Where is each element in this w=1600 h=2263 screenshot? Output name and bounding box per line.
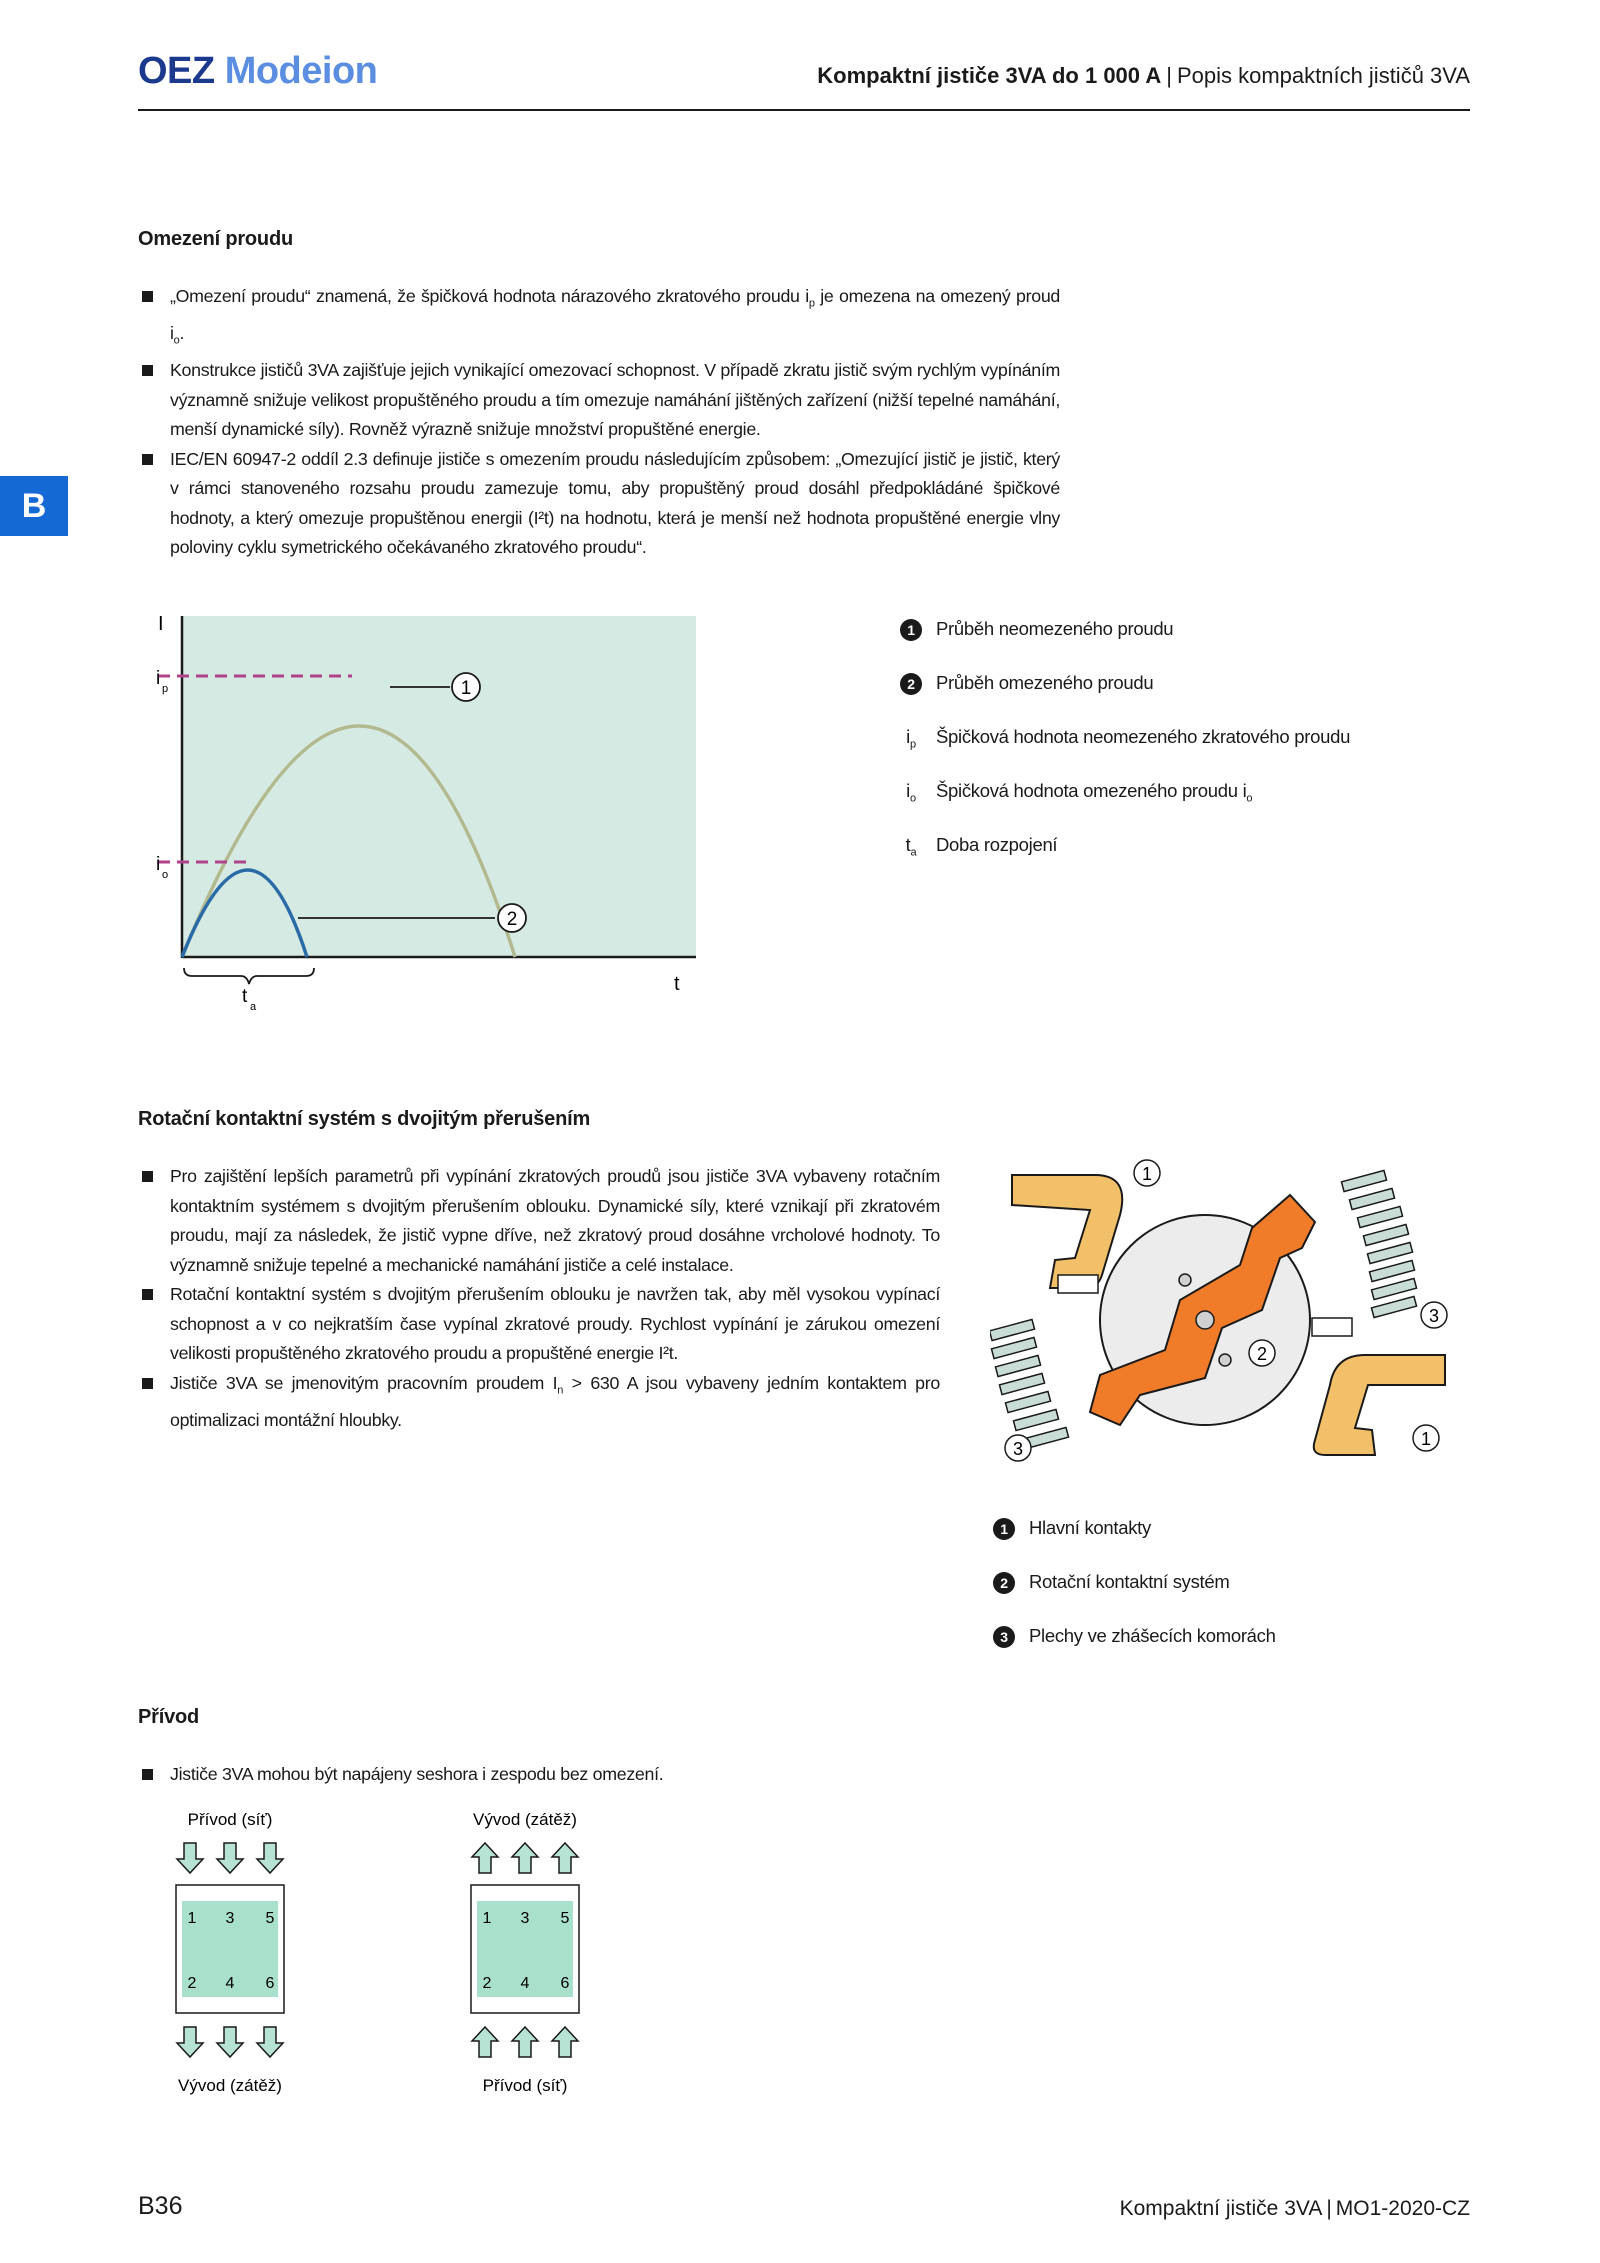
x-axis-label: t — [674, 973, 680, 995]
footer-doc-code: MO1-2020-CZ — [1335, 2197, 1470, 2220]
section-heading-rotary-contact: Rotační kontaktní systém s dvojitým přerušením — [138, 1108, 591, 1130]
rotor-pivot — [1196, 1311, 1214, 1329]
legend-key: 2 — [900, 673, 922, 695]
brand-logo — [138, 50, 377, 93]
legend-item — [900, 672, 1153, 695]
legend-item — [900, 618, 1173, 641]
arc-chute-plates-right — [1341, 1170, 1416, 1317]
io-label: i — [156, 854, 161, 875]
arrow-up-icon — [512, 2027, 538, 2057]
arrow-down-icon — [257, 2027, 283, 2057]
current-limiting-chart — [140, 600, 730, 1020]
legend-symbol: $t_a$ — [905, 834, 917, 859]
legend-text: Doba rozpojení — [936, 834, 1058, 855]
legend-item — [993, 1517, 1151, 1540]
feed-left-top-label: Přívod (síť) — [187, 1810, 273, 1829]
legend-item — [993, 1571, 1230, 1594]
rotor-pin — [1219, 1354, 1231, 1366]
feed-right-top-label: Vývod (zátěž) — [473, 1810, 577, 1829]
diagram-callout-text: 1 — [1420, 1429, 1432, 1449]
logo-product: Modeion — [224, 50, 378, 92]
terminal-label: 1 — [482, 1910, 492, 1927]
section-heading-current-limiting: Omezení proudu — [138, 228, 293, 250]
header-subtitle: Popis kompaktních jističů 3VA — [1176, 63, 1470, 88]
section3-bullets — [140, 1760, 940, 1790]
legend-symbol: $i_o$ — [906, 780, 916, 805]
contact-tip — [1058, 1275, 1098, 1293]
bullet-item: Jističe 3VA se jmenovitým pracovním proudem $I_n > 630$ A jsou vybaveny jedním kontaktem pro optimalizaci montážní hloubky. — [140, 1369, 940, 1436]
ip-label-sub: p — [162, 683, 169, 695]
page-number: B36 — [138, 2192, 183, 2220]
terminal-label: 5 — [560, 1910, 570, 1927]
terminal-label: 1 — [187, 1910, 197, 1927]
legend-text: Průběh neomezeného proudu — [936, 618, 1174, 639]
diagram-callout-text: 2 — [1256, 1344, 1268, 1364]
diagram-callout-text: 1 — [1141, 1164, 1153, 1184]
arrow-up-icon — [512, 1843, 538, 1873]
callout1-text: 1 — [460, 678, 472, 699]
legend-text: Špičková hodnota omezeného proudu i — [936, 780, 1247, 801]
rotor-pin — [1179, 1274, 1191, 1286]
legend-item — [900, 726, 1350, 751]
arrow-down-icon — [217, 2027, 243, 2057]
header-title — [817, 63, 1470, 89]
arrow-up-icon — [552, 1843, 578, 1873]
legend-key: 1 — [900, 619, 922, 641]
legend-key: 3 — [993, 1626, 1015, 1648]
section-heading-supply: Přívod — [138, 1706, 200, 1728]
diagram-callout-text: 3 — [1012, 1439, 1024, 1459]
arrow-down-icon — [177, 1843, 203, 1873]
legend-key: 2 — [993, 1572, 1015, 1594]
legend-item — [900, 834, 1057, 859]
header-rule — [138, 109, 1470, 111]
legend-item — [900, 780, 1252, 805]
arc-chute-plates-left — [990, 1319, 1069, 1448]
feed-direction-diagram — [160, 1805, 620, 2105]
terminal-label: 2 — [187, 1975, 197, 1992]
ip-label: i — [156, 668, 161, 689]
chart-legend — [900, 618, 1520, 858]
footer-separator: | — [1326, 2197, 1332, 2220]
chapter-tab[interactable]: B — [0, 476, 68, 536]
arrow-up-icon — [552, 2027, 578, 2057]
rotary-contact-diagram — [990, 1150, 1470, 1480]
terminal-label: 6 — [265, 1975, 275, 1992]
bullet-item: Rotační kontaktní systém s dvojitým přerušením oblouku je navržen tak, aby měl vysokou vypínací schopnost a v co nejkratším čase vypínal zkratové proudy. Rychlost vypínání je zárukou omezení velikosti propuštěného zkratového proudu a propuštěné energie I²t. — [140, 1280, 940, 1369]
feed-left-bottom-label: Vývod (zátěž) — [178, 2076, 282, 2095]
contact-legend — [993, 1517, 1493, 1647]
legend-text: Špičková hodnota neomezeného zkratového proudu — [936, 726, 1351, 747]
logo-brand: OEZ — [138, 50, 215, 92]
arrow-down-icon — [217, 1843, 243, 1873]
terminal-label: 3 — [225, 1910, 235, 1927]
ta-bracket — [184, 968, 314, 984]
ta-label-sub: a — [250, 1001, 257, 1013]
ta-label: t — [242, 986, 248, 1007]
bullet-item: Konstrukce jističů 3VA zajišťuje jejich vynikající omezovací schopnost. V případě zkratu jistič svým rychlým vypínáním významně snižuje velikost propuštěného proudu a tím omezuje namáhání jištěných zařízení (nižší tepelné namáhání, menší dynamické síly). Rovněž výrazně snižuje množství propuštěné energie. — [140, 356, 1060, 445]
terminal-label: 3 — [520, 1910, 530, 1927]
legend-symbol: $i_p$ — [906, 726, 916, 751]
header-main-title: Kompaktní jističe 3VA do 1 000 A — [817, 63, 1162, 88]
bullet-item: „Omezení proudu“ znamená, že špičková hodnota nárazového zkratového proudu $i_p$ je omezena na omezený proud $i_o$. — [140, 282, 1060, 356]
terminal-label: 5 — [265, 1910, 275, 1927]
diagram-callout-text: 3 — [1428, 1306, 1440, 1326]
bullet-item: Pro zajištění lepších parametrů při vypínání zkratových proudů jsou jističe 3VA vybaveny rotačním kontaktním systémem s dvojitým přerušením oblouku. Dynamické síly, které vznikají při zkratovém proudu, mají za následek, že jistič vypne dříve, než zkratový proud dosáhne vrcholové hodnoty. To významně snižuje tepelné a mechanické namáhání jističe a celé instalace. — [140, 1162, 940, 1280]
section1-bullets — [140, 282, 1060, 563]
arrow-down-icon — [177, 2027, 203, 2057]
terminal-label: 4 — [225, 1975, 235, 1992]
legend-text: Průběh omezeného proudu — [936, 672, 1154, 693]
arrow-down-icon — [257, 1843, 283, 1873]
arrow-up-icon — [472, 1843, 498, 1873]
feed-right-bottom-label: Přívod (síť) — [482, 2076, 568, 2095]
terminal-label: 4 — [520, 1975, 530, 1992]
legend-text: Hlavní kontakty — [1029, 1517, 1151, 1538]
legend-text-sub: o — [1246, 792, 1253, 805]
section2-bullets — [140, 1162, 940, 1435]
arrow-up-icon — [472, 2027, 498, 2057]
bullet-item: Jističe 3VA mohou být napájeny seshora i zespodu bez omezení. — [140, 1760, 940, 1790]
contact-tip — [1312, 1318, 1352, 1336]
footer-document — [1120, 2197, 1470, 2221]
callout2-text: 2 — [506, 909, 518, 930]
header-separator: | — [1166, 63, 1172, 88]
legend-key: 1 — [993, 1518, 1015, 1540]
terminal-label: 2 — [482, 1975, 492, 1992]
footer-doc-title: Kompaktní jističe 3VA — [1119, 2197, 1323, 2220]
io-label-sub: o — [162, 869, 169, 881]
bullet-item: IEC/EN 60947-2 oddíl 2.3 definuje jističe s omezením proudu následujícím způsobem: „Omezující jistič je jistič, který v rámci stanoveného rozsahu proudu zamezuje tomu, aby propuštěný proud dosáhl předpokládáné špičkové hodnoty, a který omezuje propuštěnou energii (I²t) na hodnotu, která je menší než hodnota propuštěné energie vlny poloviny cyklu symetrického očekávaného zkratového proudu“. — [140, 445, 1060, 563]
legend-text: Rotační kontaktní systém — [1029, 1571, 1230, 1592]
main-contact-upper — [1012, 1175, 1122, 1288]
terminal-label: 6 — [560, 1975, 570, 1992]
y-axis-label: I — [158, 613, 164, 635]
legend-item — [993, 1625, 1276, 1648]
legend-text: Plechy ve zhášecích komorách — [1029, 1625, 1276, 1646]
chart-plot-area — [182, 616, 696, 957]
